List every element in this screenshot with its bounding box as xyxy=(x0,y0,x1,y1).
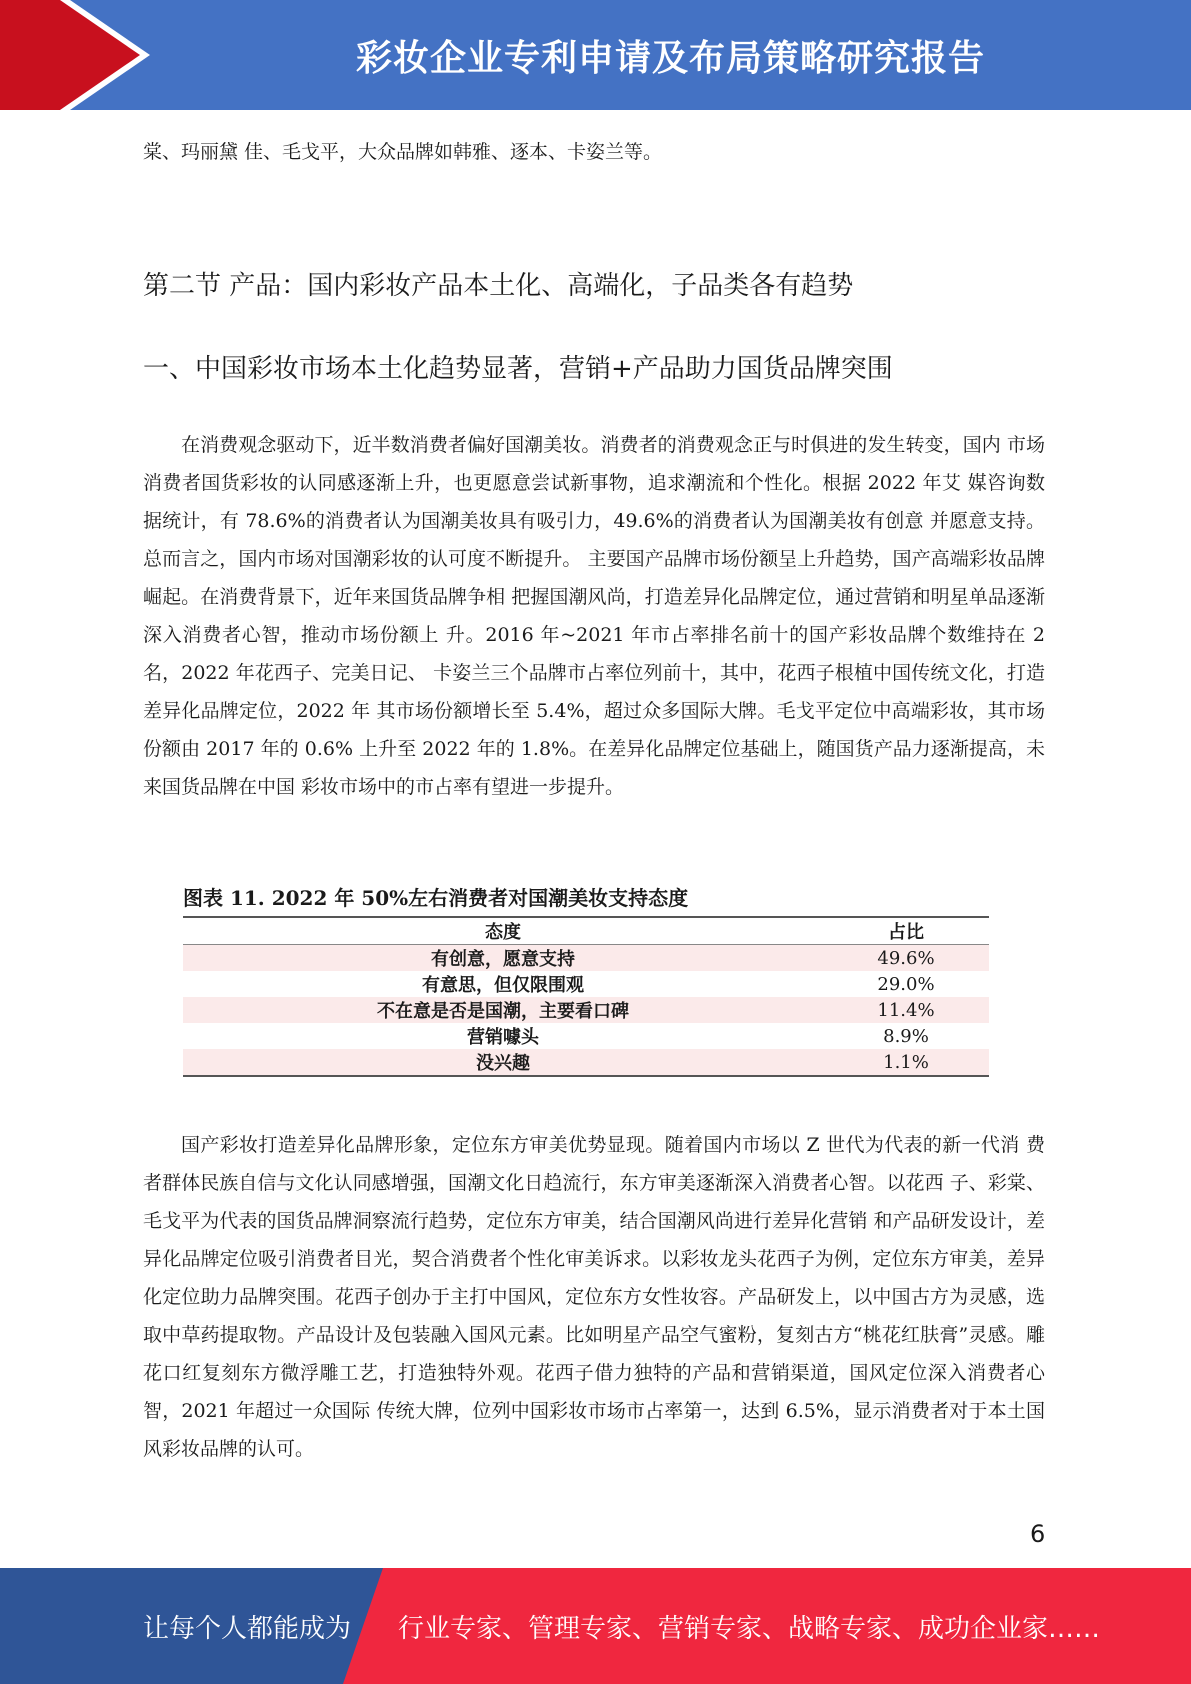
share-cell: 49.6% xyxy=(823,945,989,972)
table-row xyxy=(183,971,989,997)
table-row xyxy=(183,1049,989,1076)
subsection-title: 一、中国彩妆市场本土化趋势显著，营销+产品助力国货品牌突围 xyxy=(143,354,893,384)
attitude-cell: 有意思，但仅限围观 xyxy=(422,975,584,996)
share-cell: 1.1% xyxy=(823,1049,989,1076)
figure-11 xyxy=(183,884,989,1077)
body-paragraph-2: 国产彩妆打造差异化品牌形象，定位东方审美优势显现。随着国内市场以 Z 世代为代表的新一代消 费者群体民族自信与文化认同感增强，国潮文化日趋流行，东方审美逐渐深入消费者心智。以花西 子、彩棠、毛戈平为代表的国货品牌洞察流行趋势，定位东方审美，结合国潮风尚进行差异化营销 和产品研发设计，差异化品牌定位吸引消费者目光，契合消费者个性化审美诉求。以彩妆龙头花西子为例，定位东方审美，差异化定位助力品牌突围。花西子创办于主打中国风，定位东方女性妆容。产品研发上，以中国古方为灵感，选取中草药提取物。产品设计及包装融入国风元素。比如明星产品空气蜜粉，复刻古方“桃花红肤膏”灵感。雕花口红复刻东方微浮雕工艺，打造独特外观。花西子借力独特的产品和营销渠道，国风定位深入消费者心智，2021 年超过一众国际 传统大牌，位列中国彩妆市场市占率第一，达到 6.5%，显示消费者对于本土国风彩妆品牌的认可。 xyxy=(143,1134,1045,1460)
page-number: 6 xyxy=(1030,1520,1046,1548)
report-title: 彩妆企业专利申请及布局策略研究报告 xyxy=(355,37,985,79)
attitude-cell: 有创意，愿意支持 xyxy=(183,945,823,972)
page-header-banner xyxy=(0,0,1191,110)
share-cell: 11.4% xyxy=(823,997,989,1023)
section-title: 第二节 产品：国内彩妆产品本土化、高端化，子品类各有趋势 xyxy=(143,271,854,301)
attitude-cell: 不在意是否是国潮，主要看口碑 xyxy=(183,997,823,1023)
table-row xyxy=(183,945,989,972)
column-header-share: 占比 xyxy=(823,917,989,945)
attitude-cell: 营销噱头 xyxy=(467,1027,539,1048)
table-header-row xyxy=(183,917,989,945)
figure-title: 图表 11. 2022 年 50%左右消费者对国潮美妆支持态度 xyxy=(183,886,689,910)
page-footer-banner xyxy=(0,1568,1191,1684)
table-row xyxy=(183,1023,989,1049)
table-row xyxy=(183,997,989,1023)
share-cell: 8.9% xyxy=(883,1025,929,1047)
attitude-cell: 没兴趣 xyxy=(183,1049,823,1076)
attitude-table xyxy=(183,916,989,1077)
footer-slogan-right: 行业专家、管理专家、营销专家、战略专家、成功企业家…… xyxy=(398,1613,1101,1644)
footer-slogan-left: 让每个人都能成为 xyxy=(143,1613,352,1644)
column-header-attitude: 态度 xyxy=(183,917,823,945)
body-paragraph-1: 在消费观念驱动下，近半数消费者偏好国潮美妆。消费者的消费观念正与时俱进的发生转变，国内 市场消费者国货彩妆的认同感逐渐上升，也更愿意尝试新事物，追求潮流和个性化。根据 2022 年艾 媒咨询数据统计，有 78.6%的消费者认为国潮美妆具有吸引力，49.6%的消费者认为国潮美妆有创意 并愿意支持。总而言之，国内市场对国潮彩妆的认可度不断提升。 主要国产品牌市场份额呈上升趋势，国产高端彩妆品牌崛起。在消费背景下，近年来国货品牌争相 把握国潮风尚，打造差异化品牌定位，通过营销和明星单品逐渐深入消费者心智，推动市场份额上 升。2016 年~2021 年市占率排名前十的国产彩妆品牌个数维持在 2 名，2022 年花西子、完美日记、 卡姿兰三个品牌市占率位列前十，其中，花西子根植中国传统文化，打造差异化品牌定位，2022 年 其市场份额增长至 5.4%，超过众多国际大牌。毛戈平定位中高端彩妆，其市场份额由 2017 年的 0.6% 上升至 2022 年的 1.8%。在差异化品牌定位基础上，随国货产品力逐渐提高，未来国货品牌在中国 彩妆市场中的市占率有望进一步提升。 xyxy=(143,434,1045,798)
lead-line: 棠、玛丽黛 佳、毛戈平，大众品牌如韩雅、逐本、卡姿兰等。 xyxy=(143,141,663,163)
red-chevron-icon xyxy=(0,0,150,110)
share-cell: 29.0% xyxy=(877,973,935,995)
